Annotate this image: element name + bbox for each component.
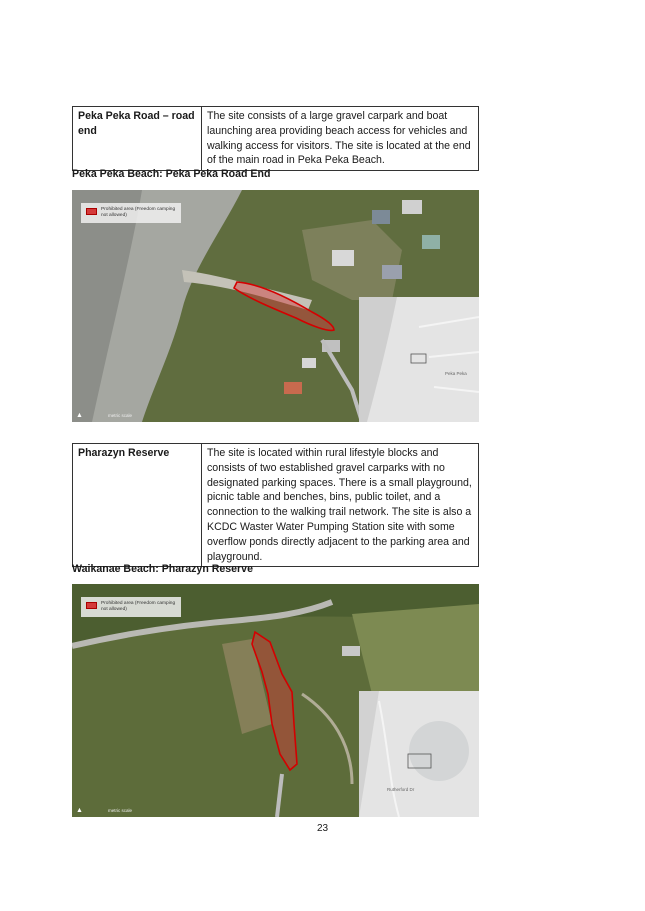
site-description: The site is located within rural lifestyle blocks and consists of two established gravel carparks with no designated parking spaces. There is a small playground, picnic table and benches, bins, public toilet, and a connection to the walking trail network. The site is also a KCDC Waster Water Pumping Station site with some overflow ponds directly adjacent to the parking area and playground.: [202, 444, 479, 567]
scale-bar: metric scale: [108, 413, 133, 418]
north-arrow-icon: ▲: [76, 412, 83, 419]
map-title: Peka Peka Beach: Peka Peka Road End: [72, 168, 271, 180]
page-number: 23: [316, 823, 329, 834]
map-peka-peka: [72, 190, 479, 422]
locator-inset-map: [359, 297, 479, 422]
inset-label: Peka Peka: [445, 371, 467, 376]
map-legend: [81, 203, 181, 223]
map-legend: [81, 597, 181, 617]
inset-map-graphic: [359, 297, 479, 422]
site-name: Peka Peka Road – road end: [73, 107, 202, 171]
inset-map-graphic: [359, 691, 479, 817]
inset-label: Rutherford Dr: [387, 787, 415, 792]
map-title: Waikanae Beach: Pharazyn Reserve: [72, 563, 253, 575]
legend-text: Prohibited area (Freedom camping not allowed): [101, 207, 176, 218]
north-arrow-icon: ▲: [76, 807, 83, 814]
site-description: The site consists of a large gravel carpark and boat launching area providing beach access for vehicles and walking access for visitors. The site is located at the end of the main road in Peka Peka Beach.: [202, 107, 479, 171]
prohibited-swatch-icon: [86, 602, 97, 609]
map-pharazyn: [72, 584, 479, 817]
legend-text: Prohibited area (Freedom camping not allowed): [101, 601, 176, 612]
scale-bar: metric scale: [108, 808, 133, 813]
site-table-peka-peka: [72, 106, 479, 171]
locator-inset-map: [359, 691, 479, 817]
site-name: Pharazyn Reserve: [73, 444, 202, 567]
prohibited-swatch-icon: [86, 208, 97, 215]
site-table-pharazyn: [72, 443, 479, 567]
